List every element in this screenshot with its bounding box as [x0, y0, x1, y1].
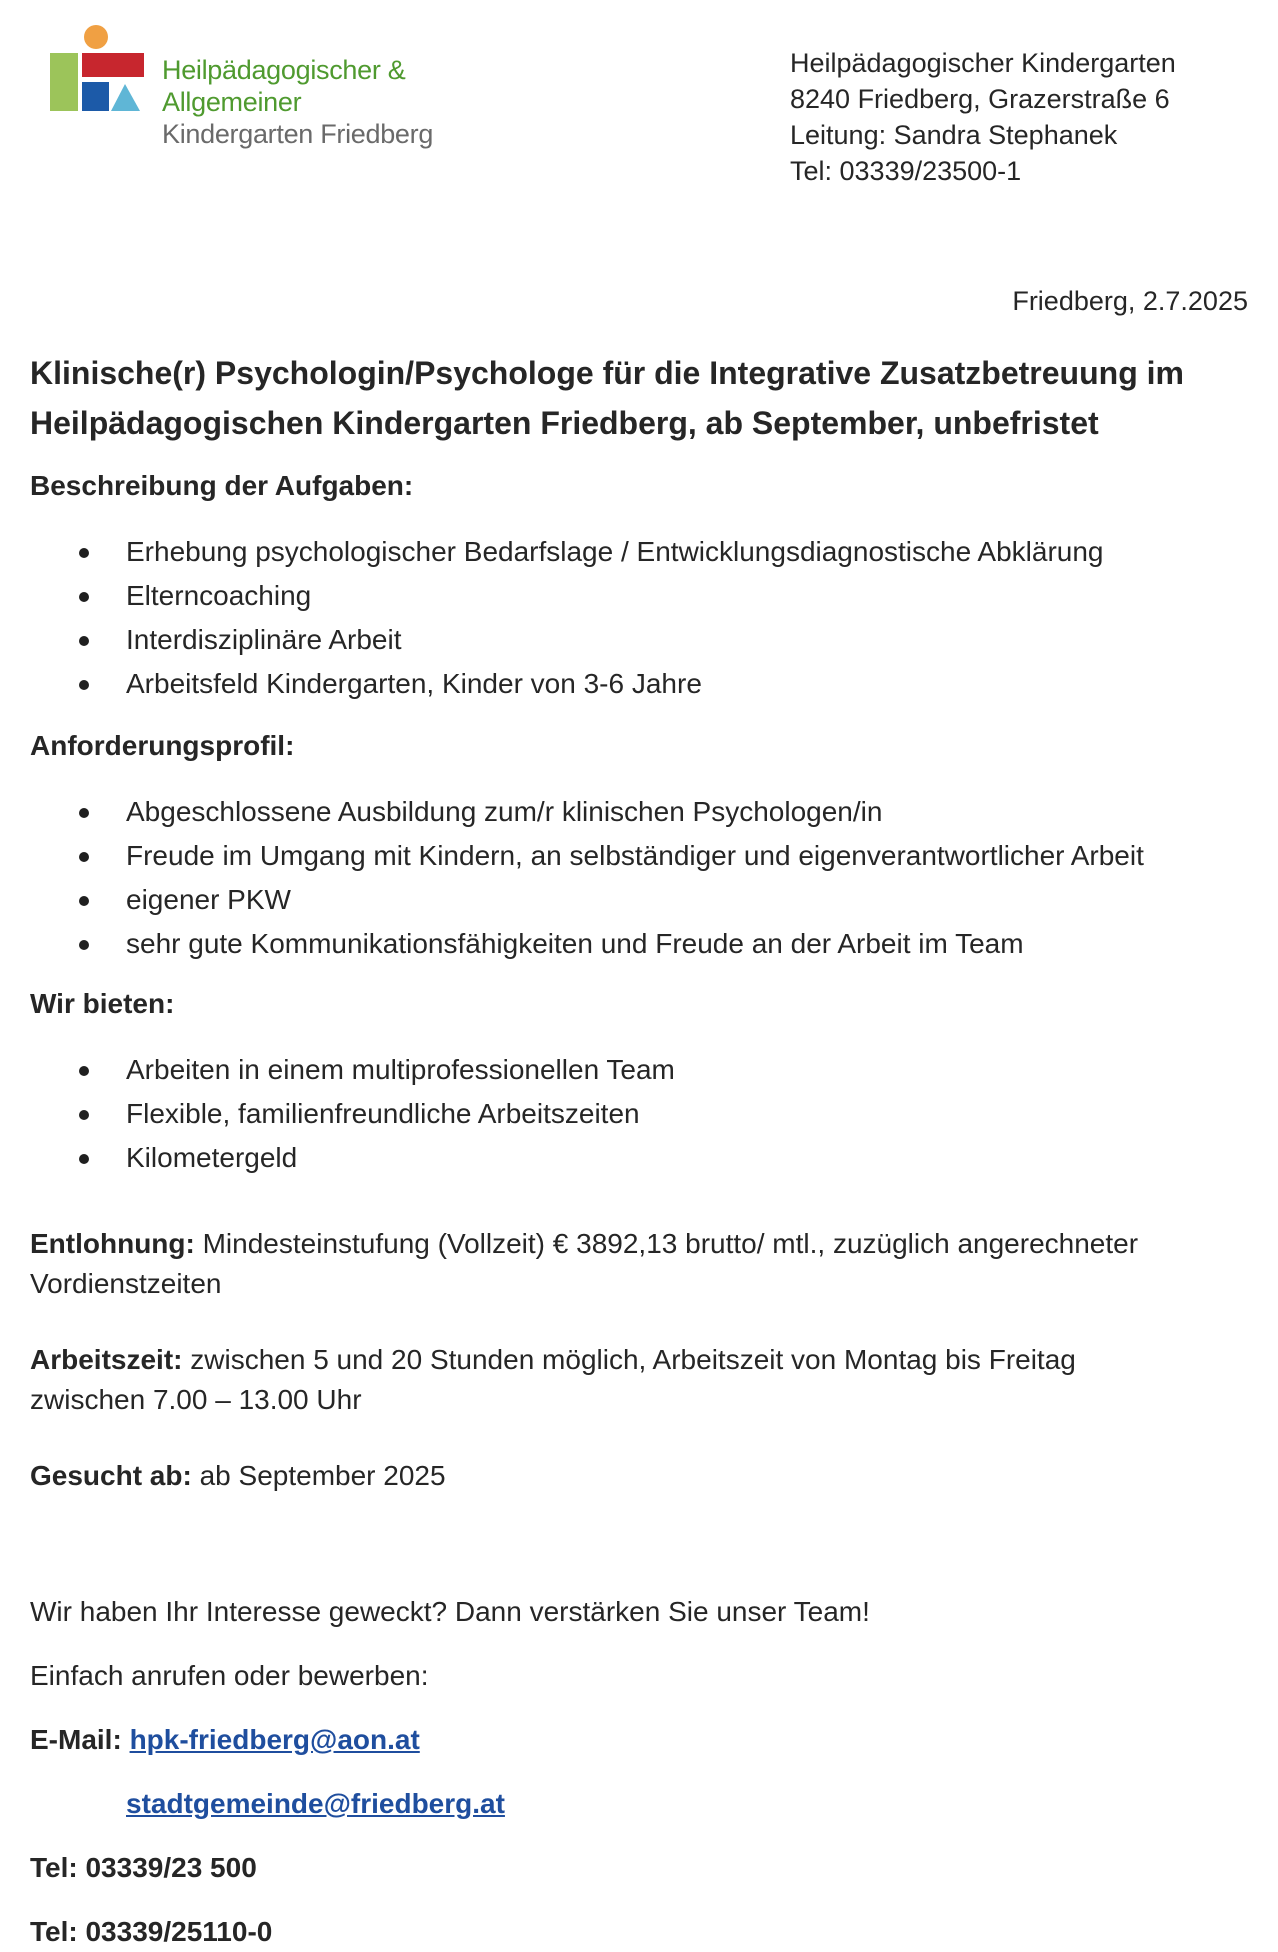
logo-triangle-shape	[111, 84, 140, 111]
list-item: Abgeschlossene Ausbildung zum/r klinischen Psychologen/in	[30, 790, 1250, 834]
bullet-icon	[79, 680, 89, 690]
anforderung-list	[30, 790, 1250, 966]
logo-green-square-shape	[50, 53, 78, 111]
main-content	[30, 348, 1250, 1952]
list-item: Arbeitsfeld Kindergarten, Kinder von 3-6 Jahre	[30, 662, 1250, 706]
arbeitszeit-paragraph: Arbeitszeit: zwischen 5 und 20 Stunden möglich, Arbeitszeit von Montag bis Freitag zwischen 7.00 – 13.00 Uhr	[30, 1344, 1076, 1415]
bullet-icon	[79, 852, 89, 862]
entlohnung-label: Entlohnung:	[30, 1228, 195, 1259]
bullet-icon	[79, 1154, 89, 1164]
bullet-icon	[79, 1110, 89, 1120]
call-text: Einfach anrufen oder bewerben:	[30, 1660, 429, 1691]
list-item: Arbeiten in einem multiprofessionellen Team	[30, 1048, 1250, 1092]
bullet-icon	[79, 548, 89, 558]
logo-line2: Kindergarten Friedberg	[162, 119, 434, 149]
bullet-icon	[79, 636, 89, 646]
address-line: 8240 Friedberg, Grazerstraße 6	[790, 84, 1170, 114]
section-heading-bieten: Wir bieten:	[30, 988, 175, 1019]
email-line-2	[30, 1784, 1250, 1824]
address-line: Leitung: Sandra Stephanek	[790, 120, 1118, 150]
address-line: Tel: 03339/23500-1	[790, 156, 1022, 186]
document-date: Friedberg, 2.7.2025	[1012, 286, 1248, 316]
email-link-stadtgemeinde[interactable]: stadtgemeinde@friedberg.at	[126, 1788, 505, 1819]
gesucht-paragraph: Gesucht ab: ab September 2025	[30, 1460, 446, 1491]
list-item: eigener PKW	[30, 878, 1250, 922]
job-title: Klinische(r) Psychologin/Psychologe für die Integrative Zusatzbetreuung im Heilpädagogischen Kindergarten Friedberg, ab September, unbefristet	[30, 355, 1184, 441]
logo-line1: Heilpädagogischer & Allgemeiner	[162, 55, 406, 117]
list-item: sehr gute Kommunikationsfähigkeiten und Freude an der Arbeit im Team	[30, 922, 1250, 966]
list-item: Freude im Umgang mit Kindern, an selbständiger und eigenverantwortlicher Arbeit	[30, 834, 1250, 878]
address-line: Heilpädagogischer Kindergarten	[790, 48, 1176, 78]
bieten-list	[30, 1048, 1250, 1180]
list-item: Kilometergeld	[30, 1136, 1250, 1180]
arbeitszeit-label: Arbeitszeit:	[30, 1344, 183, 1375]
bullet-icon	[79, 592, 89, 602]
list-item: Interdisziplinäre Arbeit	[30, 618, 1250, 662]
bullet-icon	[79, 896, 89, 906]
gesucht-label: Gesucht ab:	[30, 1460, 192, 1491]
list-item: Elterncoaching	[30, 574, 1250, 618]
bullet-icon	[79, 940, 89, 950]
tel-line-2: Tel: 03339/25110-0	[30, 1916, 273, 1947]
entlohnung-paragraph: Entlohnung: Mindesteinstufung (Vollzeit) € 3892,13 brutto/ mtl., zuzüglich angerechneter Vordienstzeiten	[30, 1228, 1139, 1299]
address-block	[790, 45, 1176, 189]
bullet-icon	[79, 808, 89, 818]
logo-text	[162, 54, 528, 150]
aufgaben-list	[30, 530, 1250, 706]
logo-red-rect-shape	[82, 53, 144, 77]
email-label: E-Mail:	[30, 1724, 122, 1755]
logo-circle-shape	[84, 25, 108, 49]
email-line	[30, 1720, 1250, 1760]
list-item: Erhebung psychologischer Bedarfslage / Entwicklungsdiagnostische Abklärung	[30, 530, 1250, 574]
logo-graphic	[48, 20, 158, 120]
interest-text: Wir haben Ihr Interesse geweckt? Dann verstärken Sie unser Team!	[30, 1596, 870, 1627]
section-heading-aufgaben: Beschreibung der Aufgaben:	[30, 470, 414, 501]
bullet-icon	[79, 1066, 89, 1076]
list-item: Flexible, familienfreundliche Arbeitszeiten	[30, 1092, 1250, 1136]
email-link-hpk[interactable]: hpk-friedberg@aon.at	[129, 1724, 420, 1755]
logo-blue-square-shape	[82, 82, 109, 111]
logo	[48, 20, 528, 149]
tel-line-1: Tel: 03339/23 500	[30, 1852, 257, 1883]
section-heading-anforderung: Anforderungsprofil:	[30, 730, 295, 761]
